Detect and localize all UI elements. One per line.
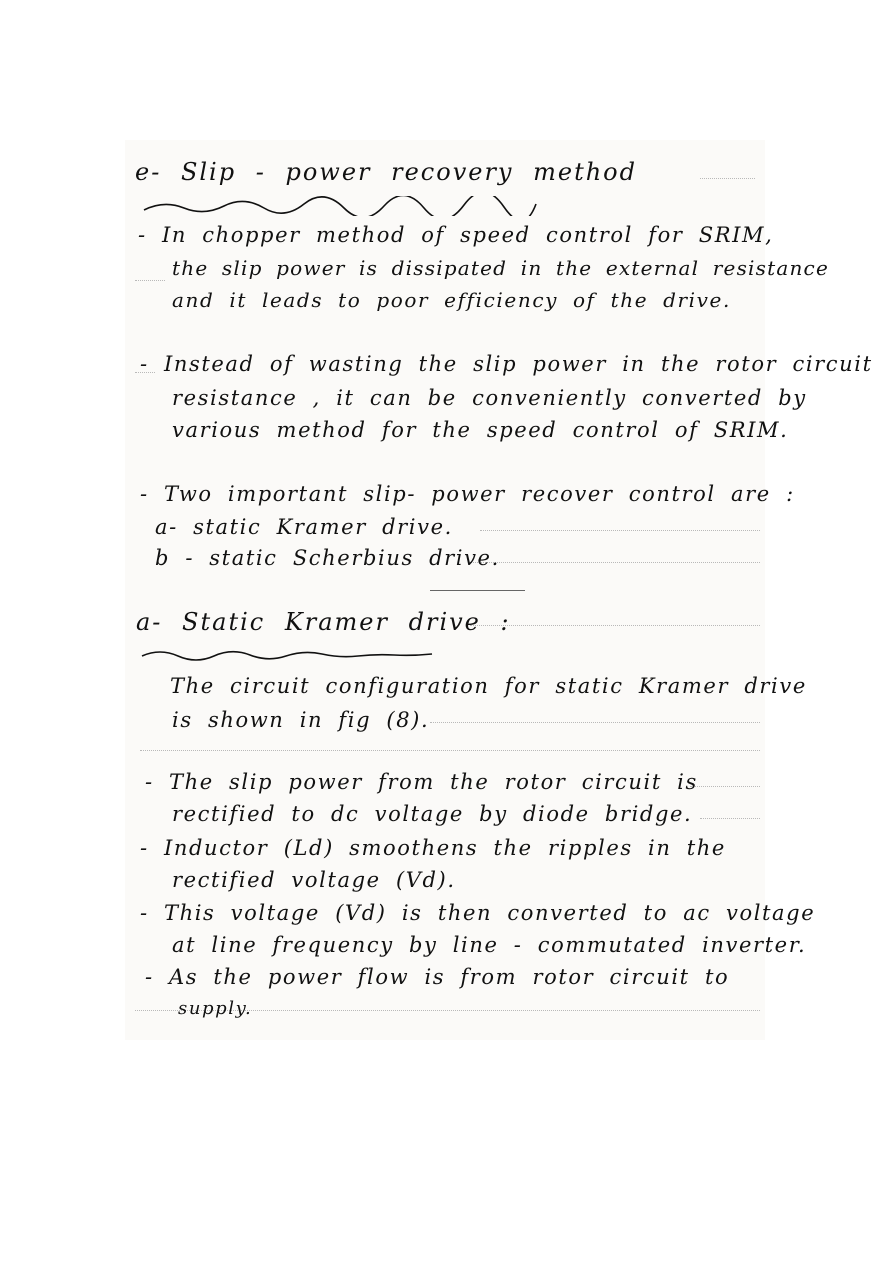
point1-line2: rectified to dc voltage by diode bridge. — [172, 802, 693, 826]
ruled-line — [690, 786, 760, 787]
para3-line1: - Two important slip- power recover control are : — [140, 482, 795, 506]
para1-line3: and it leads to poor efficiency of the drive. — [172, 288, 731, 312]
para3-item-b: b - static Scherbius drive. — [155, 546, 500, 570]
section-a-heading: a- Static Kramer drive : — [136, 608, 511, 636]
para3-item-a: a- static Kramer drive. — [155, 515, 453, 539]
ruled-line — [430, 722, 760, 723]
para2-line2: resistance , it can be conveniently converted by — [172, 386, 807, 410]
ruled-line — [430, 590, 525, 591]
ruled-line — [470, 562, 760, 563]
point4-line1: - As the power flow is from rotor circuit to — [145, 965, 730, 989]
para1-line1: - In chopper method of speed control for SRIM, — [138, 223, 774, 247]
ruled-line — [140, 750, 760, 751]
point2-line2: rectified voltage (Vd). — [172, 868, 456, 892]
ruled-line — [480, 530, 760, 531]
point4-line2: supply. — [178, 998, 253, 1019]
ruled-line — [470, 625, 760, 626]
ruled-line — [700, 818, 760, 819]
intro-line2: is shown in fig (8). — [172, 708, 430, 732]
para2-line3: various method for the speed control of SRIM. — [172, 418, 789, 442]
point2-line1: - Inductor (Ld) smoothens the ripples in the — [140, 836, 726, 860]
heading-underline — [140, 196, 540, 216]
section-e-heading: e- Slip - power recovery method — [135, 158, 637, 186]
intro-line1: The circuit configuration for static Kramer drive — [170, 674, 807, 698]
para2-line1: - Instead of wasting the slip power in the rotor circuit — [140, 352, 873, 376]
point3-line2: at line frequency by line - commutated inverter. — [172, 933, 807, 957]
heading-underline — [138, 646, 438, 664]
point1-line1: - The slip power from the rotor circuit is — [145, 770, 698, 794]
para1-line2: the slip power is dissipated in the external resistance — [172, 256, 829, 280]
point3-line1: - This voltage (Vd) is then converted to ac voltage — [140, 901, 816, 925]
ruled-line — [135, 280, 165, 281]
ruled-line — [700, 178, 755, 179]
